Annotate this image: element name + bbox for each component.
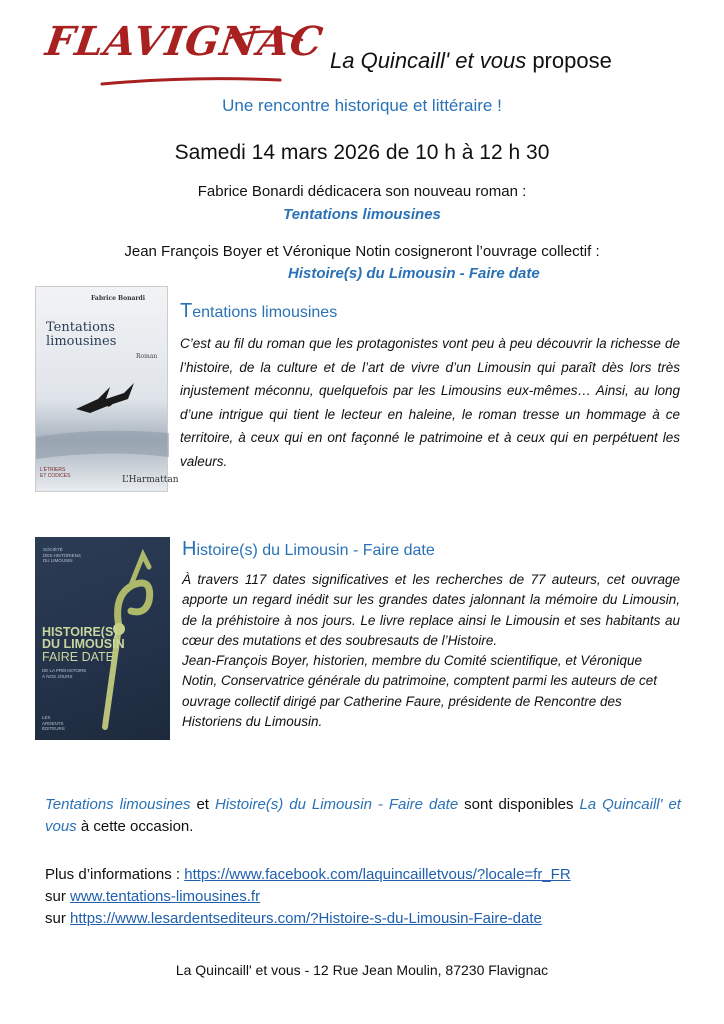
section2-paragraph2: Jean-François Boyer, historien, membre du Comité scientifique, et Véronique Notin, Conservatrice générale du patrimoine, comptent parmi les auteurs de cet ouvrage collectif dirigé par Catherine Faure, présidente de Rencontre des Historiens du Limousin. xyxy=(182,653,657,730)
dedicace-text: Fabrice Bonardi dédicacera son nouveau roman : xyxy=(197,183,527,200)
event-date: Samedi 14 mars 2026 de 10 h à 12 h 30 xyxy=(174,141,550,164)
cover2-period-line1: DE LA PRÉHISTOIRE xyxy=(42,668,87,673)
cover2-pub-line3: ÉDITEURS xyxy=(42,726,65,731)
avail-book1: Tentations limousines xyxy=(45,796,191,813)
cover1-title-line1: Tentations xyxy=(46,320,115,335)
cover2-title-line1: HISTOIRE(S) xyxy=(42,625,118,639)
cover1-series xyxy=(40,467,70,479)
cover-histoires-du-limousin xyxy=(35,537,170,740)
section2-title-cap: H xyxy=(182,538,197,560)
cover2-pub-line2: ARDENTS xyxy=(42,720,64,726)
info-sur-1: sur xyxy=(45,888,71,905)
publisher-website-link[interactable]: https://www.lesardentsediteurs.com/?Histoire-s-du-Limousin-Faire-date xyxy=(70,910,542,927)
info-line-3 xyxy=(45,908,571,930)
cover2-title-line2: DU LIMOUSIN xyxy=(42,637,125,651)
cover2-top-line3: DU LIMOUSIN xyxy=(43,558,73,563)
tentations-website-link[interactable]: www.tentations-limousines.fr xyxy=(70,888,261,905)
cosign-text: Jean François Boyer et Véronique Notin cosigneront l’ouvrage collectif : xyxy=(124,243,600,260)
flavignac-logo xyxy=(40,14,327,94)
cover2-period xyxy=(42,668,86,679)
propose-shop-name: La Quincaill' et vous xyxy=(330,48,527,73)
section2-paragraph1: À travers 117 dates significatives et les recherches de 77 auteurs, cet ouvrage apporte un regard inédit sur les grandes dates jalonnant la mémoire du Limousin, de la préhistoire à nos jours. Le livre replace ainsi le Limousin et ses habitants au cœur des mutations et des soubresauts de l’Histoire. xyxy=(182,572,680,648)
logo-underline-icon xyxy=(40,14,310,94)
section1-text: C’est au fil du roman que les protagonistes vont peu à peu découvrir la richesse de l’histoire, de la culture et de l’art de vivre d’un Limousin qui paraît dès lors très injustement méconnu, quelquefois par les Limousins eux-mêmes… Ainsi, au long d’une intrigue qui tient le lecteur en haleine, le roman tresse un hommage à ce territoire, à ceux qui en ont façonné le patrimoine et à ceux qui en perpétuent les valeurs. xyxy=(180,336,680,469)
cover2-publisher xyxy=(42,715,65,732)
cover2-period-line2: À NOS JOURS xyxy=(42,673,73,679)
cover2-pub-line1: LES xyxy=(42,715,51,720)
info-sur-2: sur xyxy=(45,910,71,927)
event-subtitle: Une rencontre historique et littéraire ! xyxy=(222,96,502,115)
section2-title-rest: istoire(s) du Limousin - Faire date xyxy=(196,542,435,559)
book1-title: Tentations limousines xyxy=(283,206,441,223)
info-label: Plus d’informations : xyxy=(45,866,185,883)
facebook-link[interactable]: https://www.facebook.com/laquincailletvous/?locale=fr_FR xyxy=(184,866,571,883)
info-line-2 xyxy=(45,886,571,908)
bird-over-lake-icon xyxy=(36,287,169,493)
cover-tentations-limousines xyxy=(35,286,179,492)
section2-text xyxy=(182,570,680,732)
section2-title xyxy=(182,538,435,561)
cover1-title-line2: limousines xyxy=(46,334,117,349)
info-line-1 xyxy=(45,864,571,886)
cover2-title xyxy=(42,626,125,650)
cover1-series-line1: L’ÉTRIERS xyxy=(40,467,66,473)
avail-end: à cette occasion. xyxy=(76,818,194,835)
section1-title-cap: T xyxy=(180,300,193,322)
cover1-publisher: L’Harmattan xyxy=(122,475,179,485)
cover2-top-line1: SOCIÉTÉ xyxy=(43,547,63,552)
availability-text xyxy=(45,794,681,838)
cover2-top-line2: DES HISTORIENS xyxy=(43,552,81,558)
avail-book2: Histoire(s) du Limousin - Faire date xyxy=(214,796,459,813)
propose-verb: propose xyxy=(526,48,612,73)
avail-and: et xyxy=(190,796,215,813)
footer-address: La Quincaill' et vous - 12 Rue Jean Moulin, 87230 Flavignac xyxy=(175,962,549,978)
cover2-subtitle: FAIRE DATE xyxy=(42,650,115,664)
section1-title-rest: entations limousines xyxy=(192,304,338,321)
avail-shop: La Quincaill' et vous xyxy=(45,796,681,835)
header-propose xyxy=(330,48,612,74)
cover1-series-line2: ET CODICES xyxy=(40,473,71,479)
cover1-genre: Roman xyxy=(136,353,158,360)
book2-title: Histoire(s) du Limousin - Faire date xyxy=(288,265,540,282)
section1-title xyxy=(180,300,337,323)
cover1-author: Fabrice Bonardi xyxy=(91,295,145,302)
info-block xyxy=(45,864,571,930)
logo-text: FLAVIGNAC xyxy=(42,18,327,65)
avail-middle: sont disponibles xyxy=(458,796,580,813)
